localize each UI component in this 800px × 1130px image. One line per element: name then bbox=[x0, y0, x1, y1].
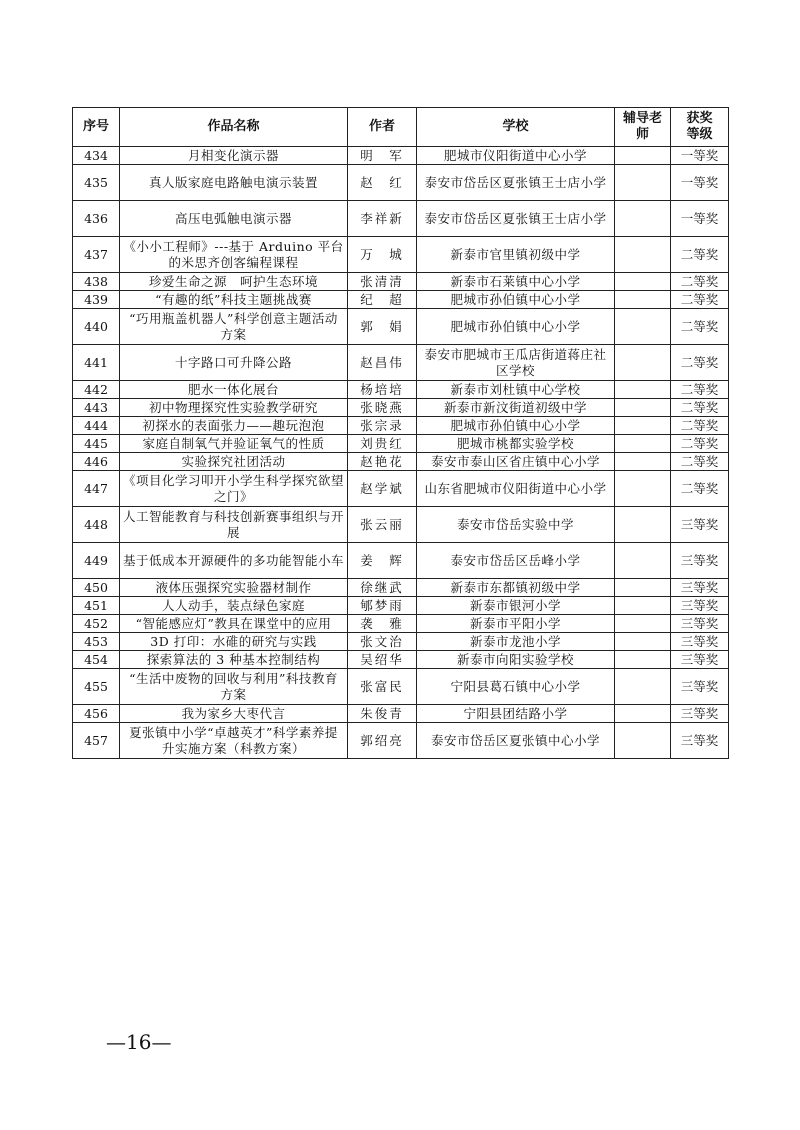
cell-school: 肥城市桃都实验学校 bbox=[417, 435, 615, 453]
cell-school: 泰安市泰山区省庄镇中心小学 bbox=[417, 453, 615, 471]
cell-no: 434 bbox=[73, 147, 120, 165]
cell-author: 吴绍华 bbox=[348, 651, 417, 669]
cell-advisor bbox=[615, 669, 671, 705]
cell-name: 实验探究社团活动 bbox=[120, 453, 348, 471]
table-row bbox=[73, 417, 729, 435]
cell-name: 初探水的表面张力——趣玩泡泡 bbox=[120, 417, 348, 435]
cell-advisor bbox=[615, 165, 671, 201]
cell-author: 张晓燕 bbox=[348, 399, 417, 417]
cell-author: 朱俊青 bbox=[348, 705, 417, 723]
cell-advisor bbox=[615, 597, 671, 615]
cell-school: 宁阳县团结路小学 bbox=[417, 705, 615, 723]
cell-author: 杨培培 bbox=[348, 381, 417, 399]
cell-name: 《小小工程师》---基于 Arduino 平台的米思齐创客编程课程 bbox=[120, 237, 348, 273]
cell-award: 二等奖 bbox=[671, 453, 729, 471]
cell-name: 探索算法的 3 种基本控制结构 bbox=[120, 651, 348, 669]
cell-award: 一等奖 bbox=[671, 147, 729, 165]
cell-name: 初中物理探究性实验教学研究 bbox=[120, 399, 348, 417]
cell-award: 二等奖 bbox=[671, 417, 729, 435]
cell-award: 三等奖 bbox=[671, 669, 729, 705]
cell-school: 泰安市岱岳区夏张镇王士店小学 bbox=[417, 165, 615, 201]
cell-school: 泰安市岱岳实验中学 bbox=[417, 507, 615, 543]
cell-advisor bbox=[615, 579, 671, 597]
header-award bbox=[671, 108, 729, 147]
cell-name: “智能感应灯”教具在课堂中的应用 bbox=[120, 615, 348, 633]
cell-author: 张文治 bbox=[348, 633, 417, 651]
cell-award: 三等奖 bbox=[671, 579, 729, 597]
cell-advisor bbox=[615, 453, 671, 471]
header-school: 学校 bbox=[417, 108, 615, 147]
table-body bbox=[73, 147, 729, 759]
cell-no: 453 bbox=[73, 633, 120, 651]
cell-no: 442 bbox=[73, 381, 120, 399]
cell-advisor bbox=[615, 723, 671, 759]
cell-name: 人工智能教育与科技创新赛事组织与开展 bbox=[120, 507, 348, 543]
cell-school: 新泰市平阳小学 bbox=[417, 615, 615, 633]
cell-no: 441 bbox=[73, 345, 120, 381]
cell-advisor bbox=[615, 633, 671, 651]
table-row bbox=[73, 201, 729, 237]
cell-advisor bbox=[615, 237, 671, 273]
cell-author: 纪 超 bbox=[348, 291, 417, 309]
cell-award: 三等奖 bbox=[671, 507, 729, 543]
cell-school: 新泰市银河小学 bbox=[417, 597, 615, 615]
table-row bbox=[73, 381, 729, 399]
table-row bbox=[73, 705, 729, 723]
cell-school: 新泰市龙池小学 bbox=[417, 633, 615, 651]
cell-school: 山东省肥城市仪阳街道中心小学 bbox=[417, 471, 615, 507]
cell-name: 我为家乡大枣代言 bbox=[120, 705, 348, 723]
cell-name: “巧用瓶盖机器人”科学创意主题活动方案 bbox=[120, 309, 348, 345]
header-author: 作者 bbox=[348, 108, 417, 147]
cell-author: 明 军 bbox=[348, 147, 417, 165]
cell-award: 三等奖 bbox=[671, 723, 729, 759]
cell-school: 新泰市石莱镇中心小学 bbox=[417, 273, 615, 291]
table-row bbox=[73, 147, 729, 165]
cell-author: 张云丽 bbox=[348, 507, 417, 543]
cell-name: 人人动手，装点绿色家庭 bbox=[120, 597, 348, 615]
cell-advisor bbox=[615, 291, 671, 309]
cell-author: 袭 雅 bbox=[348, 615, 417, 633]
table-row bbox=[73, 471, 729, 507]
cell-name: 珍爱生命之源 呵护生态环境 bbox=[120, 273, 348, 291]
table-row bbox=[73, 543, 729, 579]
cell-no: 455 bbox=[73, 669, 120, 705]
cell-school: 新泰市刘杜镇中心学校 bbox=[417, 381, 615, 399]
header-name: 作品名称 bbox=[120, 108, 348, 147]
cell-advisor bbox=[615, 435, 671, 453]
cell-award: 二等奖 bbox=[671, 399, 729, 417]
cell-name: 基于低成本开源硬件的多功能智能小车 bbox=[120, 543, 348, 579]
table-row bbox=[73, 399, 729, 417]
cell-no: 450 bbox=[73, 579, 120, 597]
cell-advisor bbox=[615, 471, 671, 507]
cell-no: 454 bbox=[73, 651, 120, 669]
cell-advisor bbox=[615, 615, 671, 633]
cell-author: 赵学斌 bbox=[348, 471, 417, 507]
header-advisor bbox=[615, 108, 671, 147]
cell-no: 446 bbox=[73, 453, 120, 471]
cell-name: “有趣的纸”科技主题挑战赛 bbox=[120, 291, 348, 309]
cell-name: 肥水一体化展台 bbox=[120, 381, 348, 399]
cell-no: 439 bbox=[73, 291, 120, 309]
cell-name: 高压电弧触电演示器 bbox=[120, 201, 348, 237]
cell-name: 月相变化演示器 bbox=[120, 147, 348, 165]
cell-no: 457 bbox=[73, 723, 120, 759]
cell-advisor bbox=[615, 399, 671, 417]
cell-advisor bbox=[615, 705, 671, 723]
cell-award: 三等奖 bbox=[671, 597, 729, 615]
table-row bbox=[73, 273, 729, 291]
cell-no: 451 bbox=[73, 597, 120, 615]
cell-school: 宁阳县葛石镇中心小学 bbox=[417, 669, 615, 705]
cell-author: 赵 红 bbox=[348, 165, 417, 201]
cell-author: 赵昌伟 bbox=[348, 345, 417, 381]
cell-no: 447 bbox=[73, 471, 120, 507]
header-advisor-label: 辅导老师 bbox=[623, 111, 663, 142]
cell-school: 泰安市岱岳区岳峰小学 bbox=[417, 543, 615, 579]
cell-award: 三等奖 bbox=[671, 705, 729, 723]
cell-advisor bbox=[615, 507, 671, 543]
table-row bbox=[73, 291, 729, 309]
cell-name: 十字路口可升降公路 bbox=[120, 345, 348, 381]
cell-school: 泰安市肥城市王瓜店街道蒋庄社区学校 bbox=[417, 345, 615, 381]
cell-school: 新泰市官里镇初级中学 bbox=[417, 237, 615, 273]
table-row bbox=[73, 507, 729, 543]
cell-author: 李祥新 bbox=[348, 201, 417, 237]
cell-advisor bbox=[615, 381, 671, 399]
cell-name: “生活中废物的回收与利用”科技教育方案 bbox=[120, 669, 348, 705]
cell-school: 新泰市东都镇初级中学 bbox=[417, 579, 615, 597]
table-row bbox=[73, 453, 729, 471]
cell-no: 438 bbox=[73, 273, 120, 291]
cell-name: 真人版家庭电路触电演示装置 bbox=[120, 165, 348, 201]
cell-award: 二等奖 bbox=[671, 291, 729, 309]
cell-award: 一等奖 bbox=[671, 165, 729, 201]
cell-name: 夏张镇中小学“卓越英才”科学素养提升实施方案（科教方案） bbox=[120, 723, 348, 759]
cell-author: 赵艳花 bbox=[348, 453, 417, 471]
cell-no: 436 bbox=[73, 201, 120, 237]
table-row bbox=[73, 165, 729, 201]
table-row bbox=[73, 345, 729, 381]
table-row bbox=[73, 669, 729, 705]
cell-advisor bbox=[615, 417, 671, 435]
cell-award: 二等奖 bbox=[671, 381, 729, 399]
table-header-row bbox=[73, 108, 729, 147]
cell-award: 二等奖 bbox=[671, 309, 729, 345]
header-no: 序号 bbox=[73, 108, 120, 147]
table-row bbox=[73, 597, 729, 615]
cell-school: 新泰市新汶街道初级中学 bbox=[417, 399, 615, 417]
cell-author: 郭绍亮 bbox=[348, 723, 417, 759]
table-row bbox=[73, 237, 729, 273]
cell-award: 三等奖 bbox=[671, 615, 729, 633]
table-row bbox=[73, 633, 729, 651]
cell-award: 二等奖 bbox=[671, 237, 729, 273]
cell-award: 二等奖 bbox=[671, 273, 729, 291]
cell-author: 徐继武 bbox=[348, 579, 417, 597]
cell-author: 万 城 bbox=[348, 237, 417, 273]
cell-name: 家庭自制氧气并验证氧气的性质 bbox=[120, 435, 348, 453]
cell-award: 二等奖 bbox=[671, 435, 729, 453]
table-row bbox=[73, 309, 729, 345]
header-award-label: 获奖等级 bbox=[686, 111, 713, 142]
cell-no: 448 bbox=[73, 507, 120, 543]
table-row bbox=[73, 435, 729, 453]
cell-advisor bbox=[615, 201, 671, 237]
cell-name: 《项目化学习叩开小学生科学探究欲望之门》 bbox=[120, 471, 348, 507]
cell-school: 泰安市岱岳区夏张镇中心小学 bbox=[417, 723, 615, 759]
table-row bbox=[73, 723, 729, 759]
cell-school: 泰安市岱岳区夏张镇王士店小学 bbox=[417, 201, 615, 237]
cell-author: 张清清 bbox=[348, 273, 417, 291]
cell-award: 二等奖 bbox=[671, 345, 729, 381]
cell-advisor bbox=[615, 309, 671, 345]
cell-advisor bbox=[615, 543, 671, 579]
cell-no: 435 bbox=[73, 165, 120, 201]
cell-no: 440 bbox=[73, 309, 120, 345]
cell-name: 液体压强探究实验器材制作 bbox=[120, 579, 348, 597]
cell-author: 张富民 bbox=[348, 669, 417, 705]
awards-table bbox=[72, 107, 729, 759]
cell-name: 3D 打印：水碓的研究与实践 bbox=[120, 633, 348, 651]
cell-no: 452 bbox=[73, 615, 120, 633]
cell-award: 二等奖 bbox=[671, 471, 729, 507]
cell-school: 肥城市孙伯镇中心小学 bbox=[417, 309, 615, 345]
cell-no: 445 bbox=[73, 435, 120, 453]
cell-advisor bbox=[615, 273, 671, 291]
cell-award: 三等奖 bbox=[671, 651, 729, 669]
table-row bbox=[73, 579, 729, 597]
cell-advisor bbox=[615, 345, 671, 381]
cell-no: 444 bbox=[73, 417, 120, 435]
cell-author: 郭 娟 bbox=[348, 309, 417, 345]
cell-no: 437 bbox=[73, 237, 120, 273]
page-number: —16— bbox=[106, 1030, 172, 1054]
table-row bbox=[73, 651, 729, 669]
cell-advisor bbox=[615, 651, 671, 669]
cell-author: 张宗录 bbox=[348, 417, 417, 435]
table-row bbox=[73, 615, 729, 633]
cell-no: 443 bbox=[73, 399, 120, 417]
cell-no: 456 bbox=[73, 705, 120, 723]
cell-school: 肥城市孙伯镇中心小学 bbox=[417, 291, 615, 309]
cell-school: 肥城市孙伯镇中心小学 bbox=[417, 417, 615, 435]
cell-no: 449 bbox=[73, 543, 120, 579]
cell-author: 郇梦雨 bbox=[348, 597, 417, 615]
cell-award: 三等奖 bbox=[671, 543, 729, 579]
cell-award: 一等奖 bbox=[671, 201, 729, 237]
cell-author: 刘贵红 bbox=[348, 435, 417, 453]
cell-school: 肥城市仪阳街道中心小学 bbox=[417, 147, 615, 165]
cell-advisor bbox=[615, 147, 671, 165]
cell-author: 姜 辉 bbox=[348, 543, 417, 579]
cell-award: 三等奖 bbox=[671, 633, 729, 651]
cell-school: 新泰市向阳实验学校 bbox=[417, 651, 615, 669]
